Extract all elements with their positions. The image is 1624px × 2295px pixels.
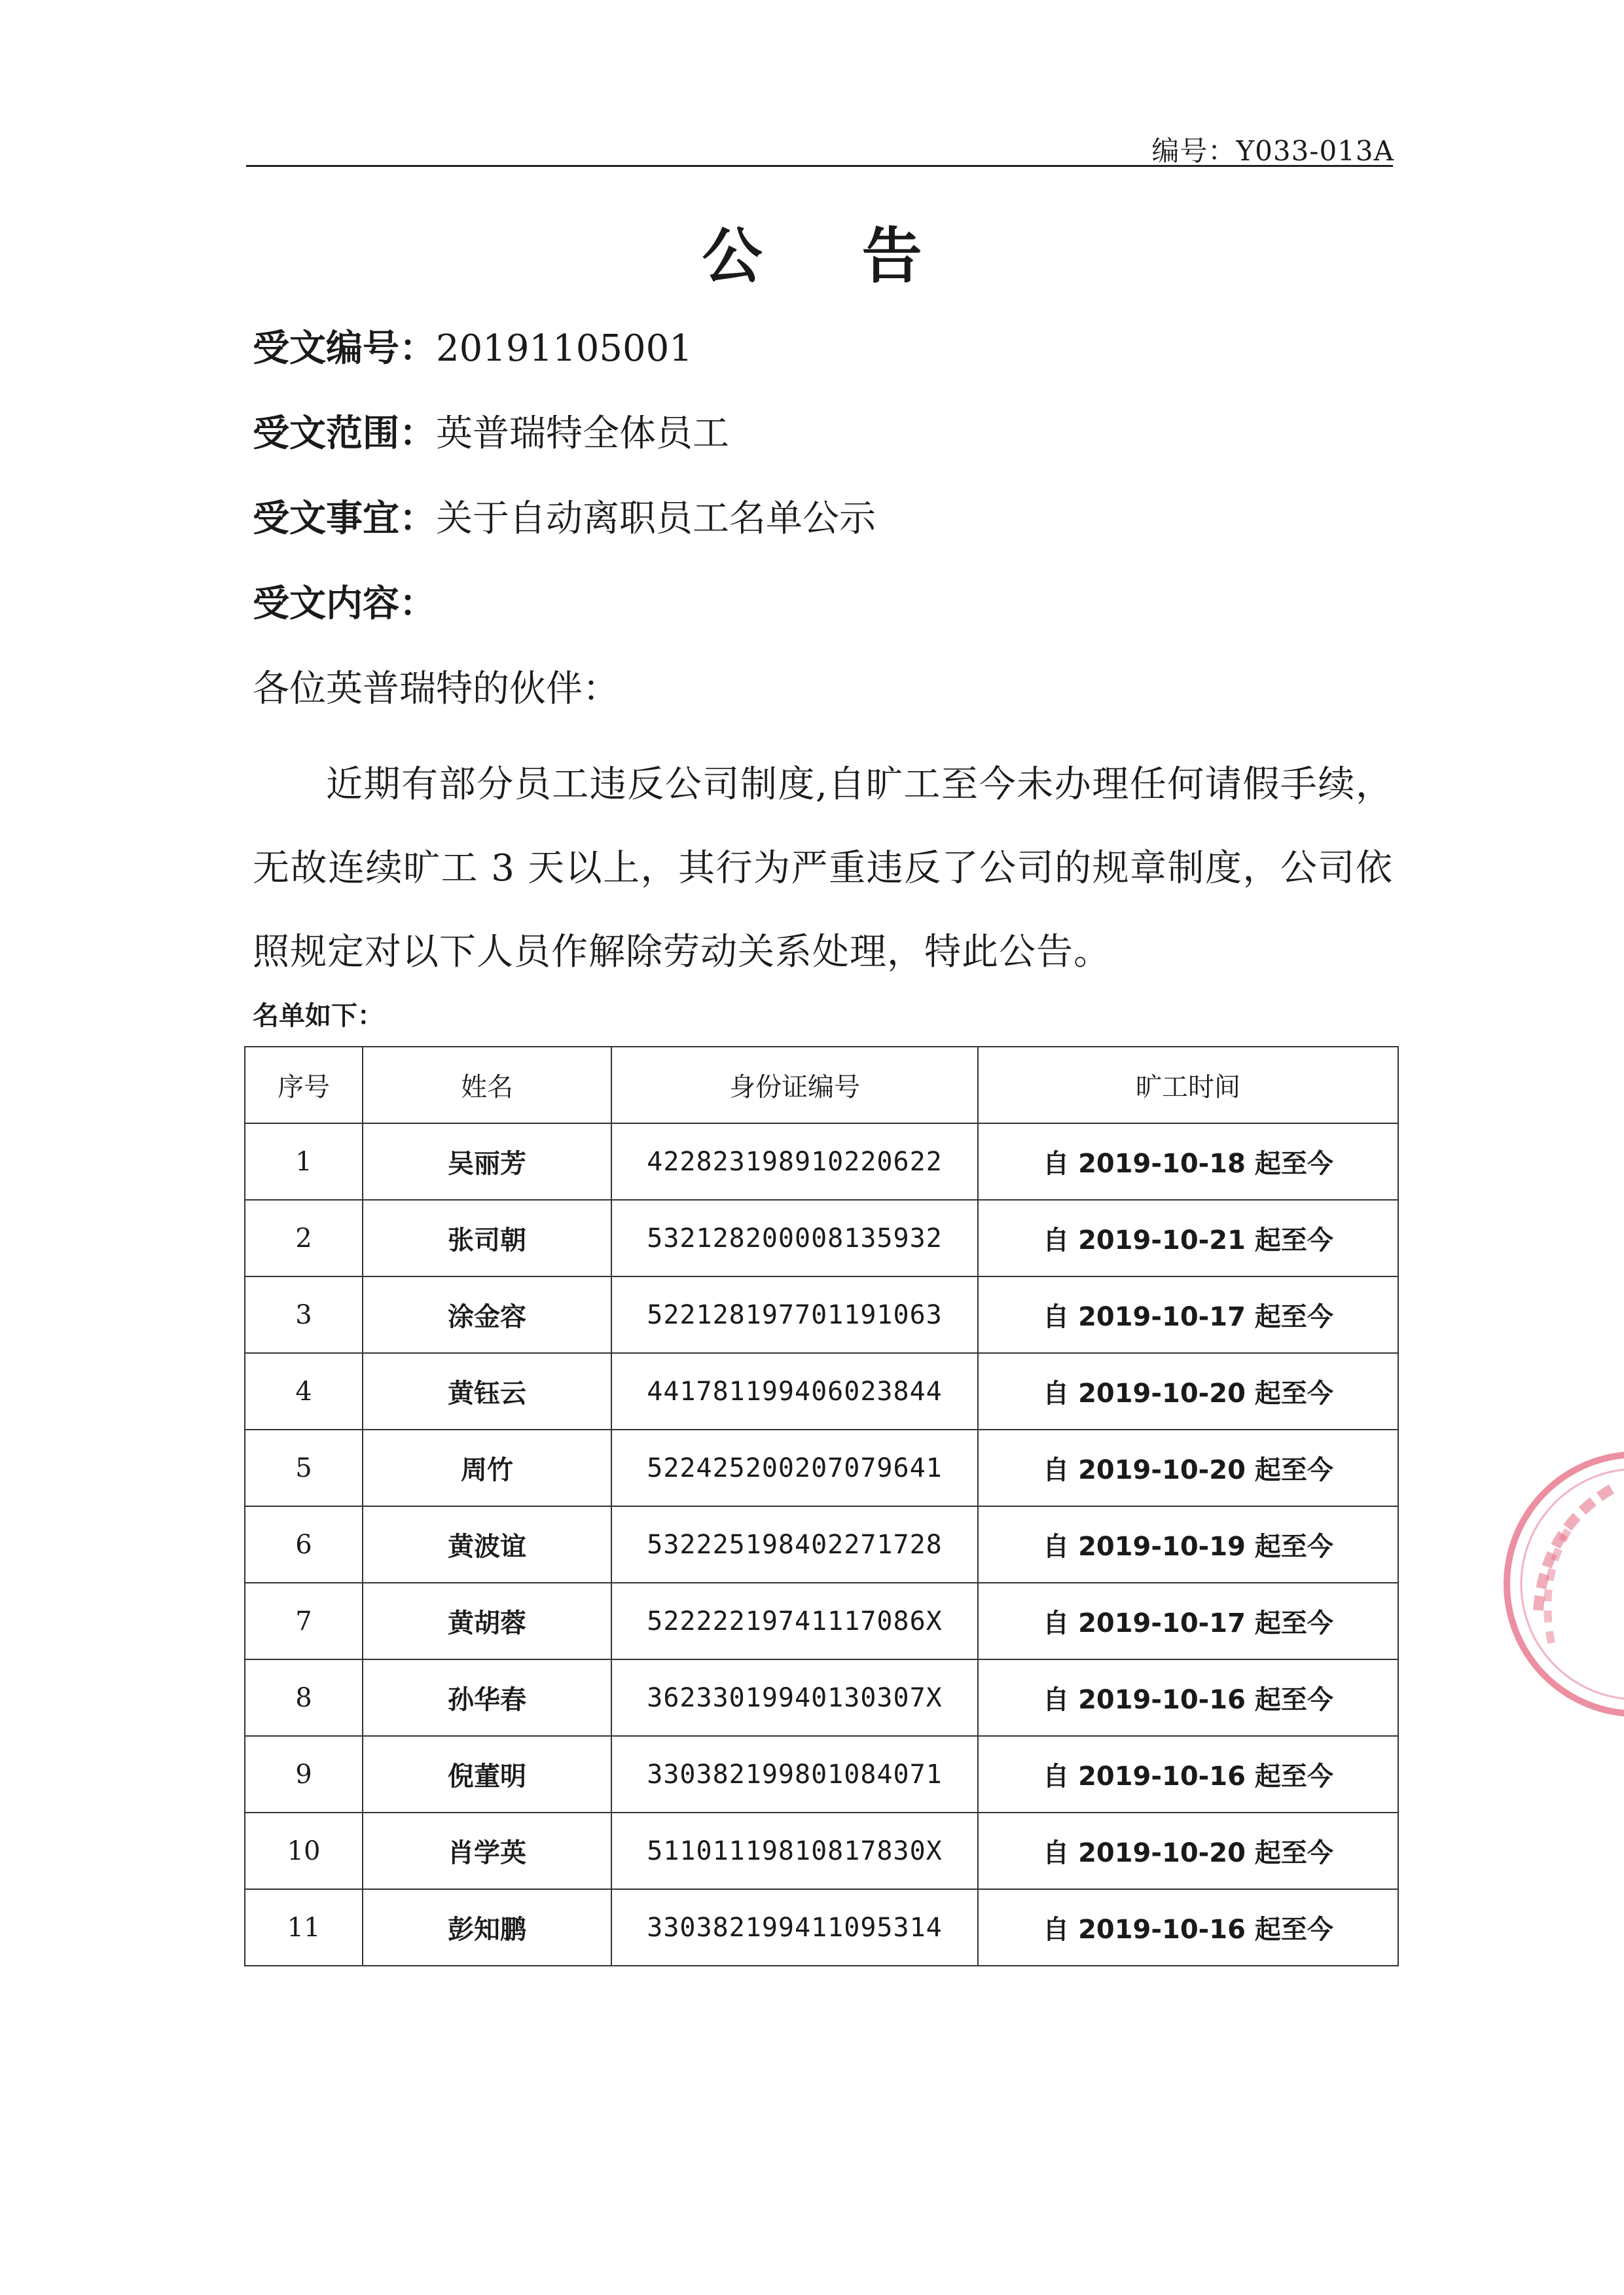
id-number: 522425200207079641 — [611, 1430, 978, 1506]
table-row — [245, 1506, 1398, 1583]
absence-period: 自 2019-10-20 起至今 — [978, 1813, 1398, 1889]
row-number: 11 — [245, 1889, 363, 1966]
absence-period: 自 2019-10-16 起至今 — [978, 1659, 1398, 1736]
field-subject — [253, 490, 876, 542]
field-value: 20191105001 — [436, 327, 693, 370]
field-label: 受文事宜： — [253, 497, 436, 540]
row-number: 3 — [245, 1276, 363, 1353]
employee-name: 倪董明 — [363, 1736, 611, 1813]
employee-name: 彭知鹏 — [363, 1889, 611, 1966]
list-label: 名单如下： — [253, 1001, 384, 1031]
column-header: 序号 — [245, 1047, 363, 1123]
absence-period: 自 2019-10-18 起至今 — [978, 1123, 1398, 1200]
absence-period: 自 2019-10-19 起至今 — [978, 1506, 1398, 1583]
table-row — [245, 1353, 1398, 1430]
header-divider — [246, 165, 1393, 167]
employee-name: 黄胡蓉 — [363, 1583, 611, 1659]
row-number: 1 — [245, 1123, 363, 1200]
row-number: 2 — [245, 1200, 363, 1276]
field-content — [253, 575, 436, 627]
field-label: 受文内容： — [253, 583, 436, 625]
id-number: 330382199801084071 — [611, 1736, 978, 1813]
row-number: 8 — [245, 1659, 363, 1736]
row-number: 4 — [245, 1353, 363, 1430]
table-row — [245, 1430, 1398, 1506]
table-row — [245, 1276, 1398, 1353]
row-number: 9 — [245, 1736, 363, 1813]
document-number: 编号：Y033-013A — [1151, 135, 1394, 167]
row-number: 5 — [245, 1430, 363, 1506]
id-number: 522128197701191063 — [611, 1276, 978, 1353]
field-ref-no — [253, 319, 693, 372]
field-value: 关于自动离职员工名单公示 — [436, 497, 876, 540]
table-header-row — [245, 1047, 1398, 1123]
dismissal-table — [244, 1046, 1399, 1966]
employee-name: 周竹 — [363, 1430, 611, 1506]
employee-name: 肖学英 — [363, 1813, 611, 1889]
employee-name: 吴丽芳 — [363, 1123, 611, 1200]
id-number: 51101119810817830X — [611, 1813, 978, 1889]
field-scope — [253, 405, 729, 457]
absence-period: 自 2019-10-21 起至今 — [978, 1200, 1398, 1276]
table-row — [245, 1123, 1398, 1200]
field-label: 受文编号： — [253, 327, 436, 370]
table-row — [245, 1200, 1398, 1276]
id-number: 532225198402271728 — [611, 1506, 978, 1583]
id-number: 330382199411095314 — [611, 1889, 978, 1966]
id-number: 36233019940130307X — [611, 1659, 978, 1736]
salutation: 各位英普瑞特的伙伴： — [253, 668, 619, 710]
column-header: 旷工时间 — [978, 1047, 1398, 1123]
field-label: 受文范围： — [253, 412, 436, 455]
absence-period: 自 2019-10-17 起至今 — [978, 1276, 1398, 1353]
field-value: 英普瑞特全体员工 — [436, 412, 729, 455]
id-number: 532128200008135932 — [611, 1200, 978, 1276]
employee-name: 孙华春 — [363, 1659, 611, 1736]
company-seal — [1499, 1447, 1624, 1722]
table-row — [245, 1583, 1398, 1659]
column-header: 身份证编号 — [611, 1047, 978, 1123]
absence-period: 自 2019-10-20 起至今 — [978, 1353, 1398, 1430]
absence-period: 自 2019-10-17 起至今 — [978, 1583, 1398, 1659]
row-number: 10 — [245, 1813, 363, 1889]
table-row — [245, 1813, 1398, 1889]
page-title: 公 告 — [702, 221, 962, 291]
notice-body: 近期有部分员工违反公司制度,自旷工至今未办理任何请假手续，无故连续旷工 3 天以上，其行为严重违反了公司的规章制度，公司依照规定对以下人员作解除劳动关系处理，特此公告。 — [253, 763, 1393, 973]
table-row — [245, 1659, 1398, 1736]
absence-period: 自 2019-10-16 起至今 — [978, 1736, 1398, 1813]
absence-period: 自 2019-10-16 起至今 — [978, 1889, 1398, 1966]
employee-name: 黄钰云 — [363, 1353, 611, 1430]
row-number: 6 — [245, 1506, 363, 1583]
id-number: 441781199406023844 — [611, 1353, 978, 1430]
absence-period: 自 2019-10-20 起至今 — [978, 1430, 1398, 1506]
employee-name: 涂金容 — [363, 1276, 611, 1353]
column-header: 姓名 — [363, 1047, 611, 1123]
table-row — [245, 1736, 1398, 1813]
row-number: 7 — [245, 1583, 363, 1659]
employee-name: 黄波谊 — [363, 1506, 611, 1583]
table-row — [245, 1889, 1398, 1966]
id-number: 422823198910220622 — [611, 1123, 978, 1200]
employee-name: 张司朝 — [363, 1200, 611, 1276]
id-number: 52222219741117086X — [611, 1583, 978, 1659]
